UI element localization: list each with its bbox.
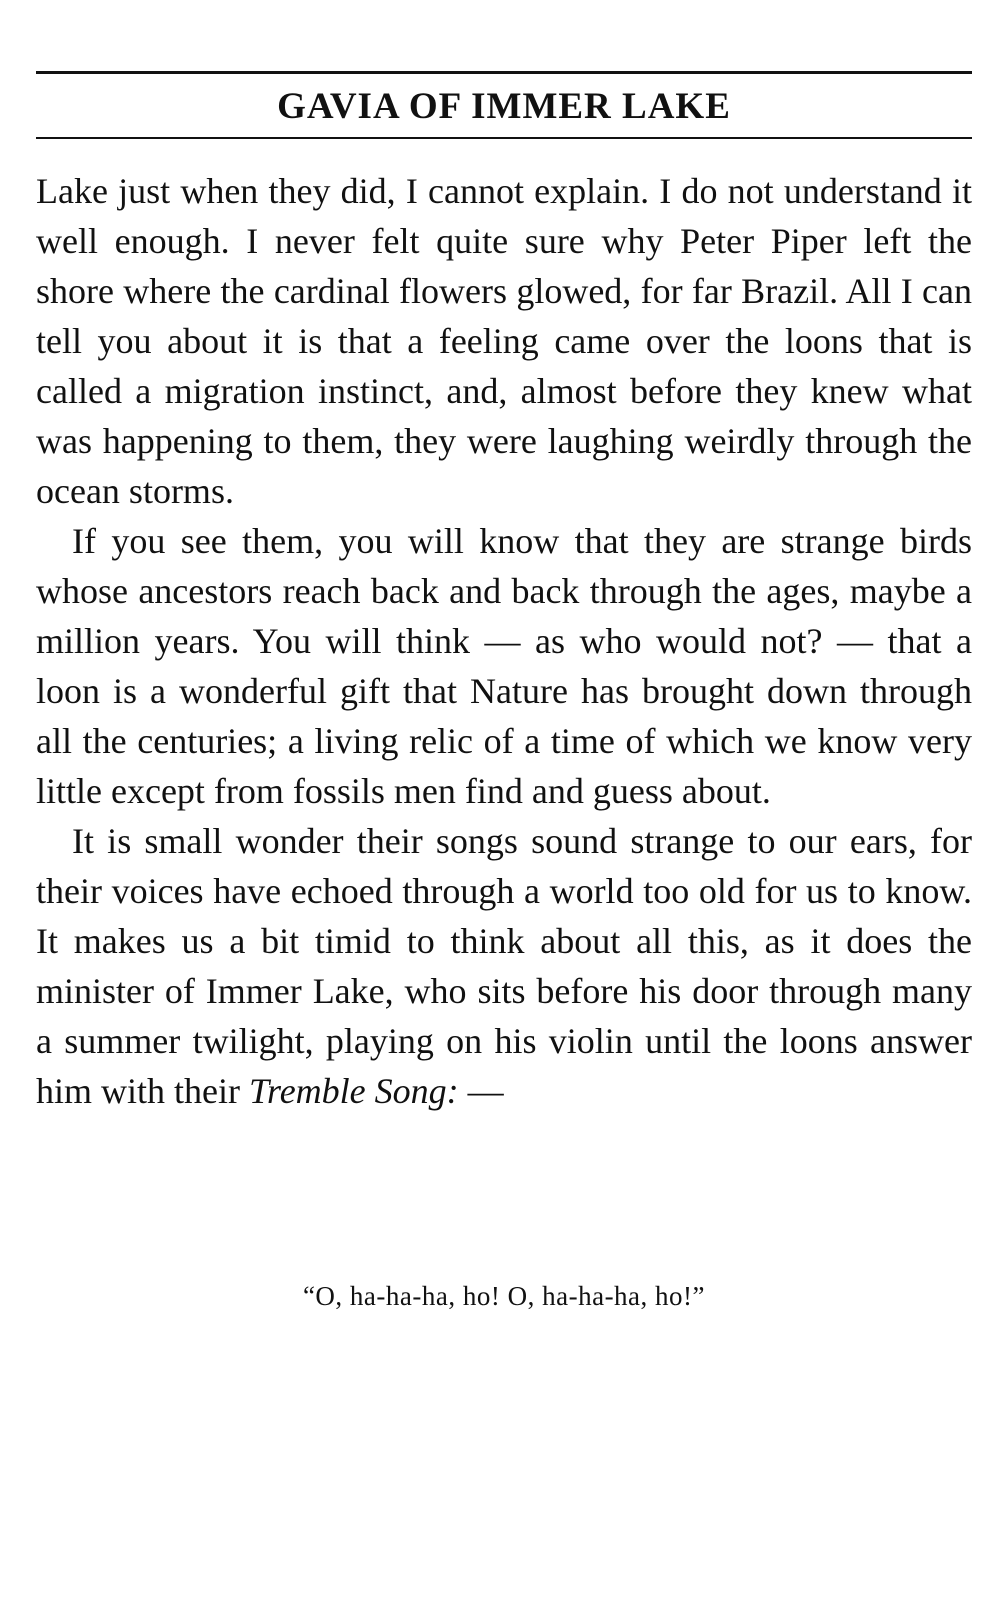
paragraph-ancestors: If you see them, you will know that they are strange birds whose ancestors reach back and back through the ages, maybe a million years. You will think — as who would not? — that a loon is a wonderful gift that Nature has brought down through all the centuries; a living relic of a time of which we know very little except from fossils men find and guess about.: [36, 521, 972, 811]
song-lead-out: —: [458, 1071, 504, 1111]
paragraph-continued: Lake just when they did, I cannot explain. I do not understand it well enough. I never felt quite sure why Peter Piper left the shore where the cardinal flowers glowed, for far Brazil. All I can tell you about it is that a feeling came over the loons that is called a migration instinct, and, almost before they knew what was happening to them, they were laughing weirdly through the ocean storms.: [36, 171, 972, 511]
header-top-rule: [36, 71, 972, 74]
book-page: [36, 0, 972, 1620]
running-head: GAVIA OF IMMER LAKE: [277, 86, 731, 127]
body-text: [36, 166, 972, 1116]
song-name: Tremble Song:: [248, 1071, 459, 1111]
paragraph-songs-text: It is small wonder their songs sound strange to our ears, for their voices have echoed through a world too old for us to know. It makes us a bit timid to think about all this, as it does the minister of Immer Lake, who sits before his door through many a summer twilight, playing on his violin until the loons answer him with their: [36, 821, 972, 1111]
header-bottom-rule: [36, 137, 972, 139]
loon-verse: “O, ha-ha-ha, ho! O, ha-ha-ha, ho!”: [302, 1281, 706, 1311]
paragraph-songs: [36, 816, 972, 1116]
